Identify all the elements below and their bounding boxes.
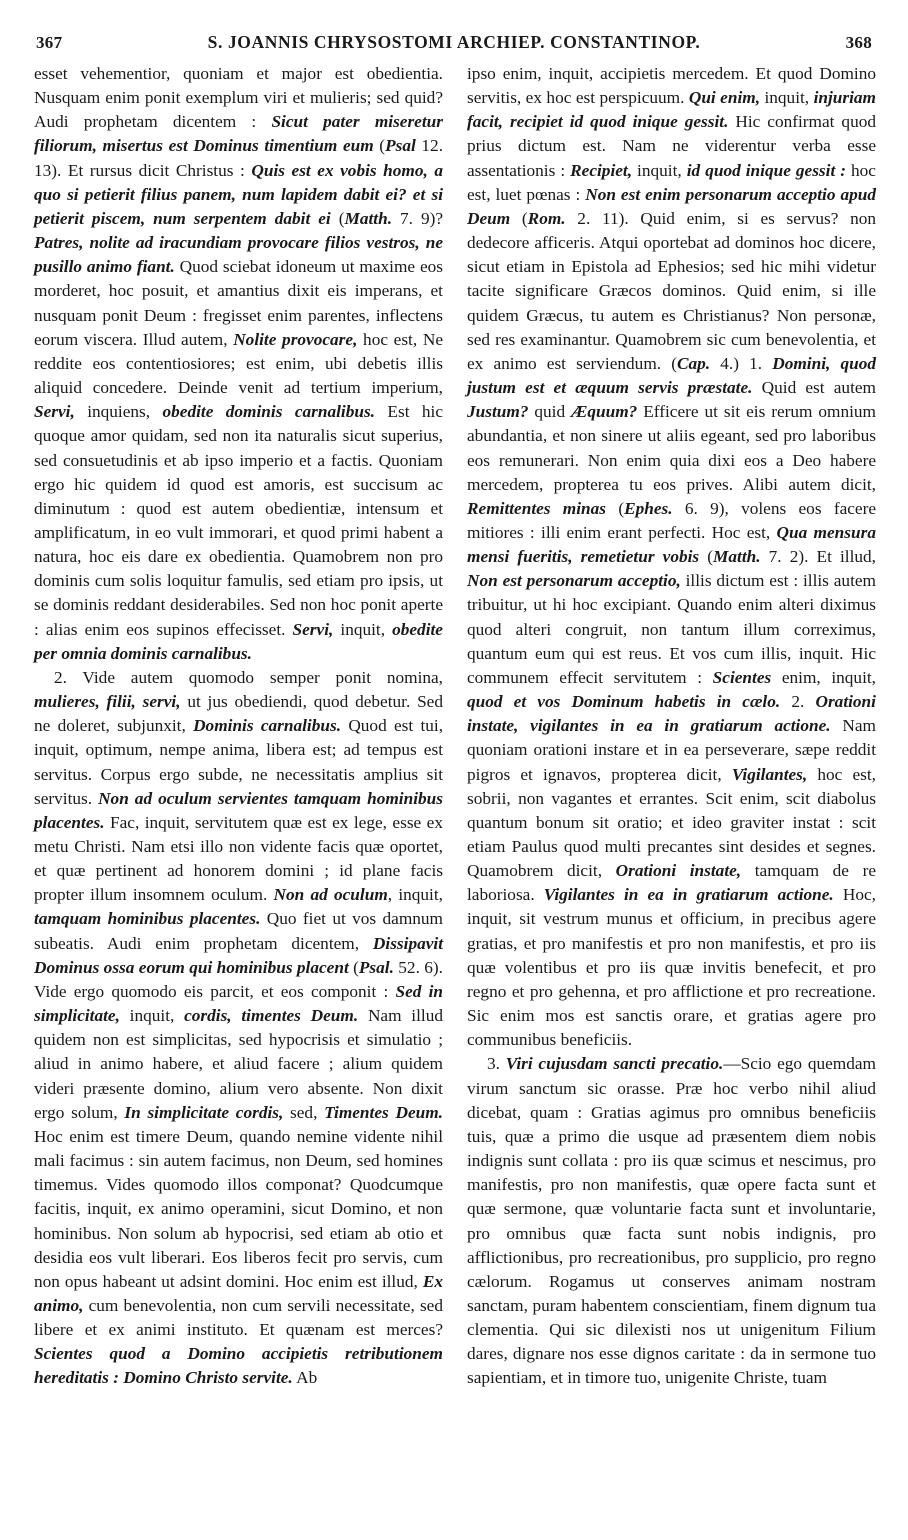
text-run: 6. 9), volens eos facere mitiores : illi enim erant perfecti. Hoc est, <box>467 498 877 542</box>
italic-run: Remittentes minas <box>467 498 607 518</box>
text-columns <box>34 62 876 1391</box>
italic-run: Nolite provocare, <box>233 329 358 349</box>
page-number-right: 368 <box>845 33 872 52</box>
italic-run: Quis est ex vobis homo, a quo si petierit filius panem, num lapidem dabit ei? et si petierit piscem, num serpentem dabit ei <box>34 160 444 228</box>
italic-run: Dissipavit Dominus ossa eorum qui hominibus placent <box>34 933 443 977</box>
paragraph <box>34 62 443 666</box>
italic-run: Non ad oculum <box>273 885 388 905</box>
italic-run: Vigilantes, <box>731 764 808 784</box>
italic-run: Recipiet, <box>570 160 633 180</box>
text-run: , inquit, <box>387 885 443 905</box>
italic-run: Sicut pater miseretur filiorum, misertus est Dominus timentium eum <box>34 112 443 156</box>
text-run: Efficere ut sit eis rerum omnium abundantia, et non sinere ut aliis egeant, sed pro laboribus eos remunerari. Non enim quia dixi eos a Deo habere mercedem, propterea tu eos prives. Alibi autem dicit, <box>467 402 877 494</box>
text-run: hoc est, luet pœnas : <box>467 160 876 204</box>
italic-run: Non est personarum acceptio, <box>467 571 681 591</box>
text-run: Est hic quoque amor quidam, sed non ita naturalis sicut superius, sed consuetudinis et ab ipso imperio et a factis. Quoniam ergo hic quidem id quod est amoris, est succisum ac diminutum : quod est autem obedientiæ, intensum et amplificatum, in eo vult immorari, et quod primi habent a natura, hoc eis dare ex obedientia. Quamobrem non pro dominis cum solis loquitur famulis, sed etiam pro ipsis, ut se dominis reddant desiderabiles. Sed non hoc ponit aperte : alias enim eos supinos effecisset. <box>34 402 444 639</box>
text-run: Quid est autem <box>752 378 876 398</box>
text-run: Quod est tui, inquit, optimum, nempe anima, libera est; ad tempus est servitus. Corpus ergo subde, ne necessitatis amplius sit servitus. <box>34 716 444 808</box>
paragraph <box>467 62 876 1052</box>
italic-run: Ex animo, <box>34 1271 443 1315</box>
text-run: ( <box>330 208 345 228</box>
text-run: cum benevolentia, non cum servili necessitate, sed libere et ex animi instituto. Et quænam est merces? <box>34 1295 443 1340</box>
italic-run: Qua mensura mensi fueritis, remetietur vobis <box>467 522 876 567</box>
text-run: sed, <box>283 1102 325 1122</box>
italic-run: cordis, timentes Deum. <box>184 1006 359 1026</box>
italic-run: In simplicitate cordis, <box>124 1102 284 1122</box>
italic-run: Vigilantes in ea in gratiarum actione. <box>543 885 834 905</box>
text-run: 2. 11). Quid enim, si es servus? non dedecore afficeris. Atqui oportebat ad dominos hoc dicere, sicut etiam in Epistola ad Ephesios; sed hic mihi videtur tacite significare Græcos dominos. Quid enim, si ille quidem Græcus, tu autem es Christianus? Non personæ, sed res examinantur. Quamobrem sic cum benevolentia, et ex animo est serviendum. ( <box>467 208 876 373</box>
text-run: Nam illud quidem non est simplicitas, sed hypocrisis et simulatio ; aliud in animo habere, et aliud facere ; alium quidem videri præsente domino, alium vero absente. Non dixit ergo solum, <box>34 1006 443 1122</box>
italic-run: Dominis carnalibus. <box>193 716 342 736</box>
italic-run: Rom. <box>527 208 566 228</box>
italic-run: obedite per omnia dominis carnalibus. <box>34 619 443 663</box>
italic-run: Ephes. <box>624 498 673 518</box>
text-run: Quod sciebat idoneum ut maxime eos morderet, hoc posuit, et amantius dixit eis imperans, et nusquam ponit Deum : fregisset enim parentes, inflectens eorum viscera. Illud autem, <box>34 257 443 349</box>
italic-run: Servi, <box>292 619 334 639</box>
text-run: Quo fiet ut vos damnum subeatis. Audi enim prophetam dicentem, <box>34 909 443 953</box>
italic-run: Domini, quod justum est et æquum servis præstate. <box>467 353 877 398</box>
text-run: ( <box>510 208 528 228</box>
text-run: inquiens, <box>74 402 163 422</box>
italic-run: Non ad oculum servientes tamquam hominibus placentes. <box>34 788 443 832</box>
text-run: inquit, <box>632 160 687 180</box>
paragraph <box>34 666 443 1391</box>
italic-run: Non est enim personarum acceptio apud Deum <box>467 184 876 228</box>
text-run: Hoc, inquit, sit vestrum munus et officium, in precibus agere gratias, et pro manifestis et pro non manifestis, et pro iis quæ volentibus et pro iis quæ invitis benefecit, et pro regno et pro gehenna, et pro afflictione et pro recreatione. Sic enim mos est sanctis orare, et gratias agere pro communibus beneficiis. <box>467 885 876 1050</box>
italic-run: injuriam facit, recipiet id quod inique gessit. <box>467 88 876 132</box>
text-run: inquit, <box>760 88 814 108</box>
page-number-left: 367 <box>36 33 63 52</box>
text-run: hoc est, Ne reddite eos contentiosiores; est enim, ubi debetis illis aliquid concedere. Deinde venit ad tertium imperium, <box>34 329 443 398</box>
text-run: 52. 6). Vide ergo quomodo eis parcit, et eos componit : <box>34 957 443 1001</box>
text-run: ( <box>373 136 386 156</box>
text-run: inquit, <box>119 1006 185 1026</box>
text-run: esset vehementior, quoniam et major est obedientia. Nusquam enim ponit exemplum viri et mulieris; sed quid? Audi prophetam dicentem : <box>34 64 443 132</box>
italic-run: mulieres, filii, servi, <box>34 692 181 712</box>
text-run: 3. <box>487 1054 506 1074</box>
text-run: ipso enim, inquit, accipietis mercedem. Et quod Domino servitis, ex hoc est perspicuum. <box>467 64 876 108</box>
text-run: 7. 9)? <box>392 208 444 228</box>
text-run: Fac, inquit, servitutem quæ est ex lege, esse ex metu Christi. Nam etsi illo non vidente facis quæ oportet, et quæ pertinent ad honorem domini ; id plane facis propter illum insomnem oculum. <box>34 812 443 905</box>
text-run: quid <box>528 402 572 422</box>
italic-run: Scientes quod a Domino accipietis retributionem hereditatis : Domino Christo servite. <box>34 1344 443 1388</box>
running-header <box>34 32 876 60</box>
text-run: Hoc enim est timere Deum, quando nemine vidente nihil mali facimus : sin autem facimus, non Deum, sed homines timemus. Vides quomodo illos componat? Quodcumque facitis, inquit, ex animo operamini, sicut Domino, et non hominibus. Non solum ab hypocrisi, sed etiam ab otio et desidia eos vult liberari. Eos liberos fecit pro servis, cum non opus habeant ut adsint domini. Hoc enim est illud, <box>34 1126 443 1291</box>
text-run: 12. 13). Et rursus dicit Christus : <box>34 136 444 180</box>
text-run: ut jus obediendi, quod debetur. Sed ne doleret, subjunxit, <box>34 692 443 736</box>
italic-run: Æquum? <box>571 402 638 422</box>
italic-run: Orationi instate, vigilantes in ea in gratiarum actione. <box>467 692 876 736</box>
text-run: ( <box>348 957 359 977</box>
italic-run: Servi, <box>34 402 75 422</box>
text-run: 2. Vide autem quomodo semper ponit nomina, <box>54 667 443 687</box>
right-column <box>467 62 876 1391</box>
italic-run: Cap. <box>676 353 711 373</box>
paragraph <box>467 1052 876 1390</box>
text-run: ( <box>699 547 714 567</box>
text-run: hoc est, sobrii, non vagantes et errantes. Scit enim, scit diabolus quantum bonum sit oratio; et ideo graviter instat : scit etiam Paulus quod multi precantes sint desides et segnes. Quamobrem dicit, <box>467 764 877 881</box>
text-run: —Scio ego quemdam virum sanctum sic orasse. Præ hoc verbo nihil aliud dicebat, quam : Gratias agimus pro omnibus beneficiis tuis, quæ a primo die usque ad præsentem diem nobis indignis sunt collata : pro iis quæ scimus et nescimus, pro manifestis, pro non manifestis, quæ opere facta sunt et quæ sermone, quæ voluntarie facta sunt et involuntarie, pro omnibus quæ facta sunt nobis indignis, pro afflictionibus, pro recreationibus, pro supplicio, pro regno cælorum. Rogamus ut conserves animam nostram sanctam, puram habentem conscientiam, finem dignum tua clementia. Qui sic dilexisti nos ut unigenitum Filium dares, dignare nos esse dignos caritate : da in sermone tuo sapientiam, et in timore tuo, unigenite Christe, tuam <box>467 1054 876 1388</box>
italic-run: obedite dominis carnalibus. <box>162 402 376 422</box>
italic-run: Matth. <box>713 547 761 567</box>
italic-run: quod et vos Dominum habetis in cælo. <box>467 692 781 712</box>
italic-run: Matth. <box>344 208 393 228</box>
italic-run: Qui enim, <box>688 88 761 108</box>
text-run: Ab <box>292 1368 318 1388</box>
italic-run: Scientes <box>712 667 772 687</box>
text-run: Nam quoniam orationi instare et in ea perseverare, sæpe reddit pigros et ignavos, propterea dicit, <box>467 716 876 784</box>
text-run: inquit, <box>333 619 393 639</box>
text-run: ( <box>606 498 625 518</box>
text-run: 2. <box>780 692 816 712</box>
text-run: Hic confirmat quod prius dictum est. Nam ne viderentur verba esse assentationis : <box>467 112 876 180</box>
italic-run: tamquam hominibus placentes. <box>34 909 261 929</box>
text-run: tamquam de re laboriosa. <box>467 861 876 905</box>
text-run: enim, inquit, <box>771 667 876 687</box>
running-title: S. JOANNIS CHRYSOSTOMI ARCHIEP. CONSTANTINOP. <box>207 32 701 52</box>
text-run: 7. 2). Et illud, <box>760 547 876 567</box>
italic-run: Psal. <box>358 957 394 977</box>
italic-run: Viri cujusdam sancti precatio. <box>505 1054 724 1074</box>
text-run: illis dictum est : illis autem tribuitur, ut hi hoc excipiant. Quando enim alteri diximus quod alteri congruit, non tantum illum correximus, quantum eum qui est reus. Et vos cum illis, inquit. Hic communem effecit servitutem : <box>467 571 876 687</box>
italic-run: Orationi instate, <box>615 861 742 881</box>
italic-run: Sed in simplicitate, <box>34 981 444 1026</box>
italic-run: Patres, nolite ad iracundiam provocare filios vestros, ne pusillo animo fiant. <box>34 233 443 277</box>
italic-run: id quod inique gessit : <box>686 160 847 180</box>
italic-run: Timentes Deum. <box>324 1102 443 1122</box>
text-run: 4.) 1. <box>710 353 773 373</box>
italic-run: Justum? <box>467 402 529 422</box>
left-column <box>34 62 443 1391</box>
italic-run: Psal <box>385 136 416 156</box>
